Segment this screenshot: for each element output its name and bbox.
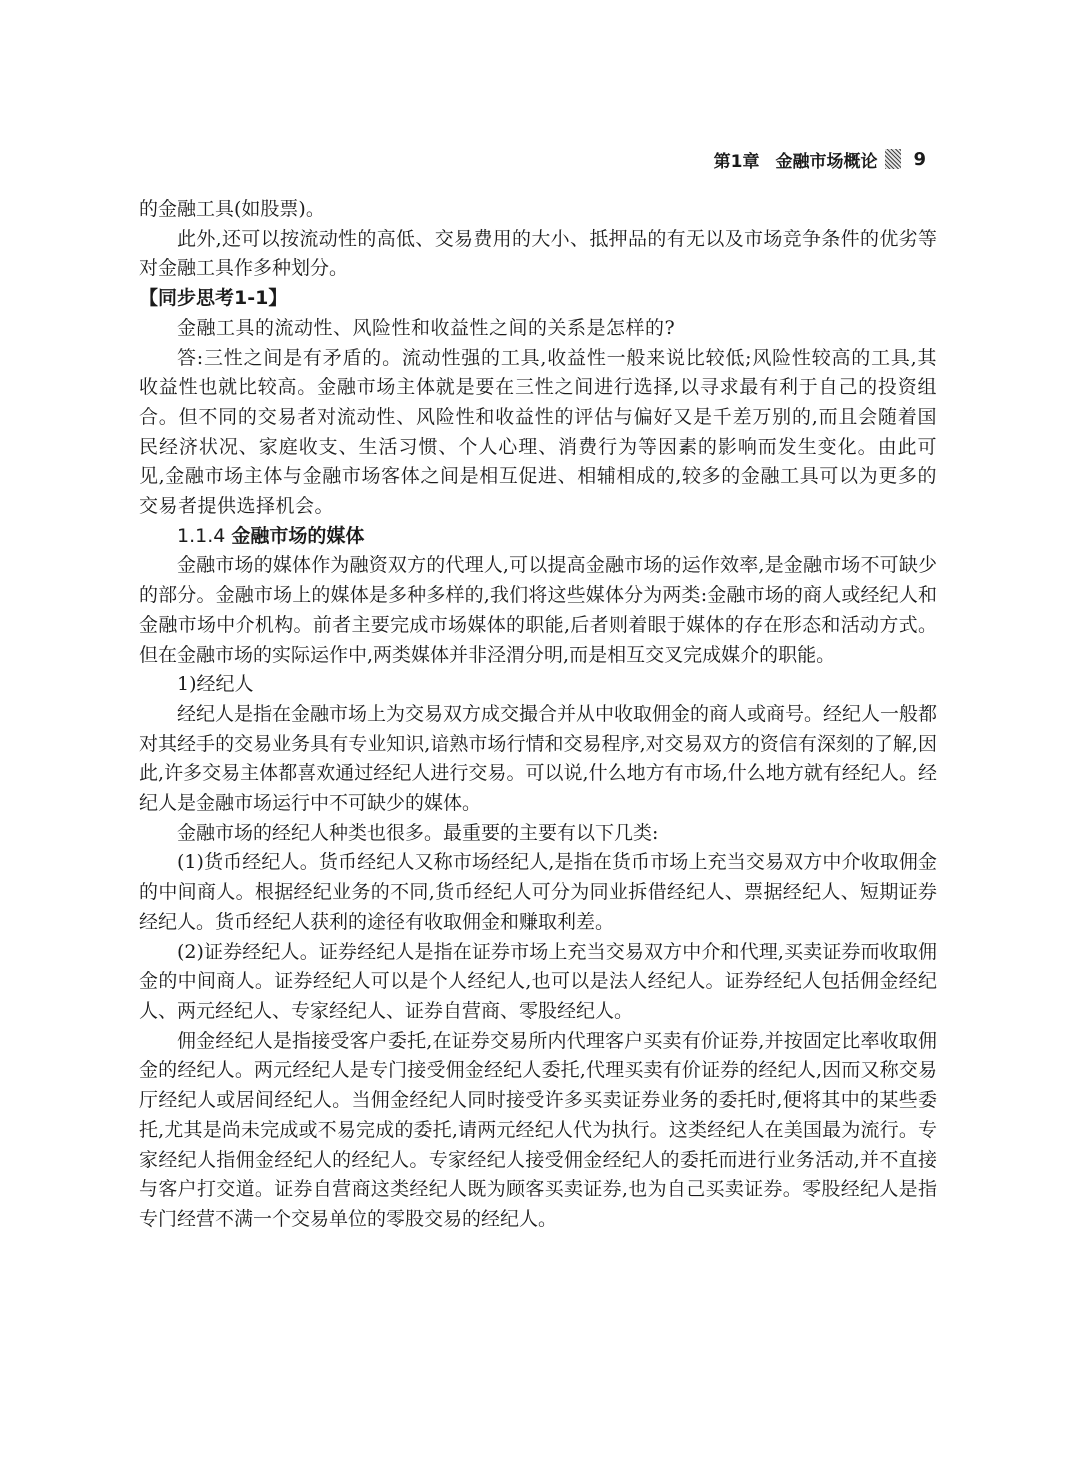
sync-thinking-answer: 答:三性之间是有矛盾的。流动性强的工具,收益性一般来说比较低;风险性较高的工具,其收益性也就比较高。金融市场主体就是要在三性之间进行选择,以寻求最有利于自己的投资组合。但不同的交易者对流动性、风险性和收益性的评估与偏好又是千差万别的,而且会随着国民经济状况、家庭收支、生活习惯、个人心理、消费行为等因素的影响而发生变化。由此可见,金融市场主体与金融市场客体之间是相互促进、相辅相成的,较多的金融工具可以为更多的交易者提供选择机会。 [139, 346, 937, 518]
section-heading [139, 522, 937, 552]
paragraph-classification: 此外,还可以按流动性的高低、交易费用的大小、抵押品的有无以及市场竞争条件的优劣等对金融工具作多种划分。 [139, 227, 937, 280]
paragraph-broker-definition: 经纪人是指在金融市场上为交易双方成交撮合并从中收取佣金的商人或商号。经纪人一般都对其经手的交易业务具有专业知识,谙熟市场行情和交易程序,对交易双方的资信有深刻的了解,因此,许多交易主体都喜欢通过经纪人进行交易。可以说,什么地方有市场,什么地方就有经纪人。经纪人是金融市场运行中不可缺少的媒体。 [139, 702, 938, 815]
paragraph-securities-broker: (2)证券经纪人。证券经纪人是指在证券市场上充当交易双方中介和代理,买卖证券而收取佣金的中间商人。证券经纪人可以是个人经纪人,也可以是法人经纪人。证券经纪人包括佣金经纪人、两元经纪人、专家经纪人、证券自营商、零股经纪人。 [139, 940, 937, 1022]
sync-thinking-question: 金融工具的流动性、风险性和收益性之间的关系是怎样的? [177, 316, 676, 339]
running-header [714, 147, 926, 171]
chapter-title: 金融市场概论 [775, 151, 878, 172]
sync-thinking-heading: 【同步思考1-1】 [139, 287, 288, 310]
subheading-broker: 1)经纪人 [177, 673, 254, 696]
paragraph-money-broker: (1)货币经纪人。货币经纪人又称市场经纪人,是指在货币市场上充当交易双方中介收取佣金的中间商人。根据经纪业务的不同,货币经纪人可分为同业拆借经纪人、票据经纪人、短期证券经纪人。货币经纪人获利的途径有收取佣金和赚取利差。 [139, 851, 937, 933]
paragraph-broker-types: 金融市场的经纪人种类也很多。最重要的主要有以下几类: [177, 821, 659, 844]
page-number: 9 [913, 148, 926, 170]
paragraph-broker-kinds-detail: 佣金经纪人是指接受客户委托,在证券交易所内代理客户买卖有价证券,并按固定比率收取佣金的经纪人。两元经纪人是专门接受佣金经纪人委托,代理买卖有价证券的经纪人,因而又称交易厅经纪人或居间经纪人。当佣金经纪人同时接受许多买卖证券业务的委托时,便将其中的某些委托,尤其是尚未完成或不易完成的委托,请两元经纪人代为执行。这类经纪人在美国最为流行。专家经纪人指佣金经纪人的经纪人。专家经纪人接受佣金经纪人的委托而进行业务活动,并不直接与客户打交道。证券自营商这类经纪人既为顾客买卖证券,也为自己买卖证券。零股经纪人是指专门经营不满一个交易单位的零股交易的经纪人。 [139, 1029, 937, 1230]
chapter-label: 第1章 [713, 151, 760, 172]
header-pattern-mark [885, 149, 901, 169]
body-text [139, 195, 937, 1235]
section-number: 1.1.4 [177, 524, 226, 547]
section-title: 金融市场的媒体 [231, 524, 365, 547]
paragraph-continuation: 的金融工具(如股票)。 [139, 198, 325, 220]
paragraph-media-intro: 金融市场的媒体作为融资双方的代理人,可以提高金融市场的运作效率,是金融市场不可缺少的部分。金融市场上的媒体是多种多样的,我们将这些媒体分为两类:金融市场的商人或经纪人和金融市场中介机构。前者主要完成市场媒体的职能,后者则着眼于媒体的存在形态和活动方式。但在金融市场的实际运作中,两类媒体并非泾渭分明,而是相互交叉完成媒介的职能。 [139, 554, 937, 666]
